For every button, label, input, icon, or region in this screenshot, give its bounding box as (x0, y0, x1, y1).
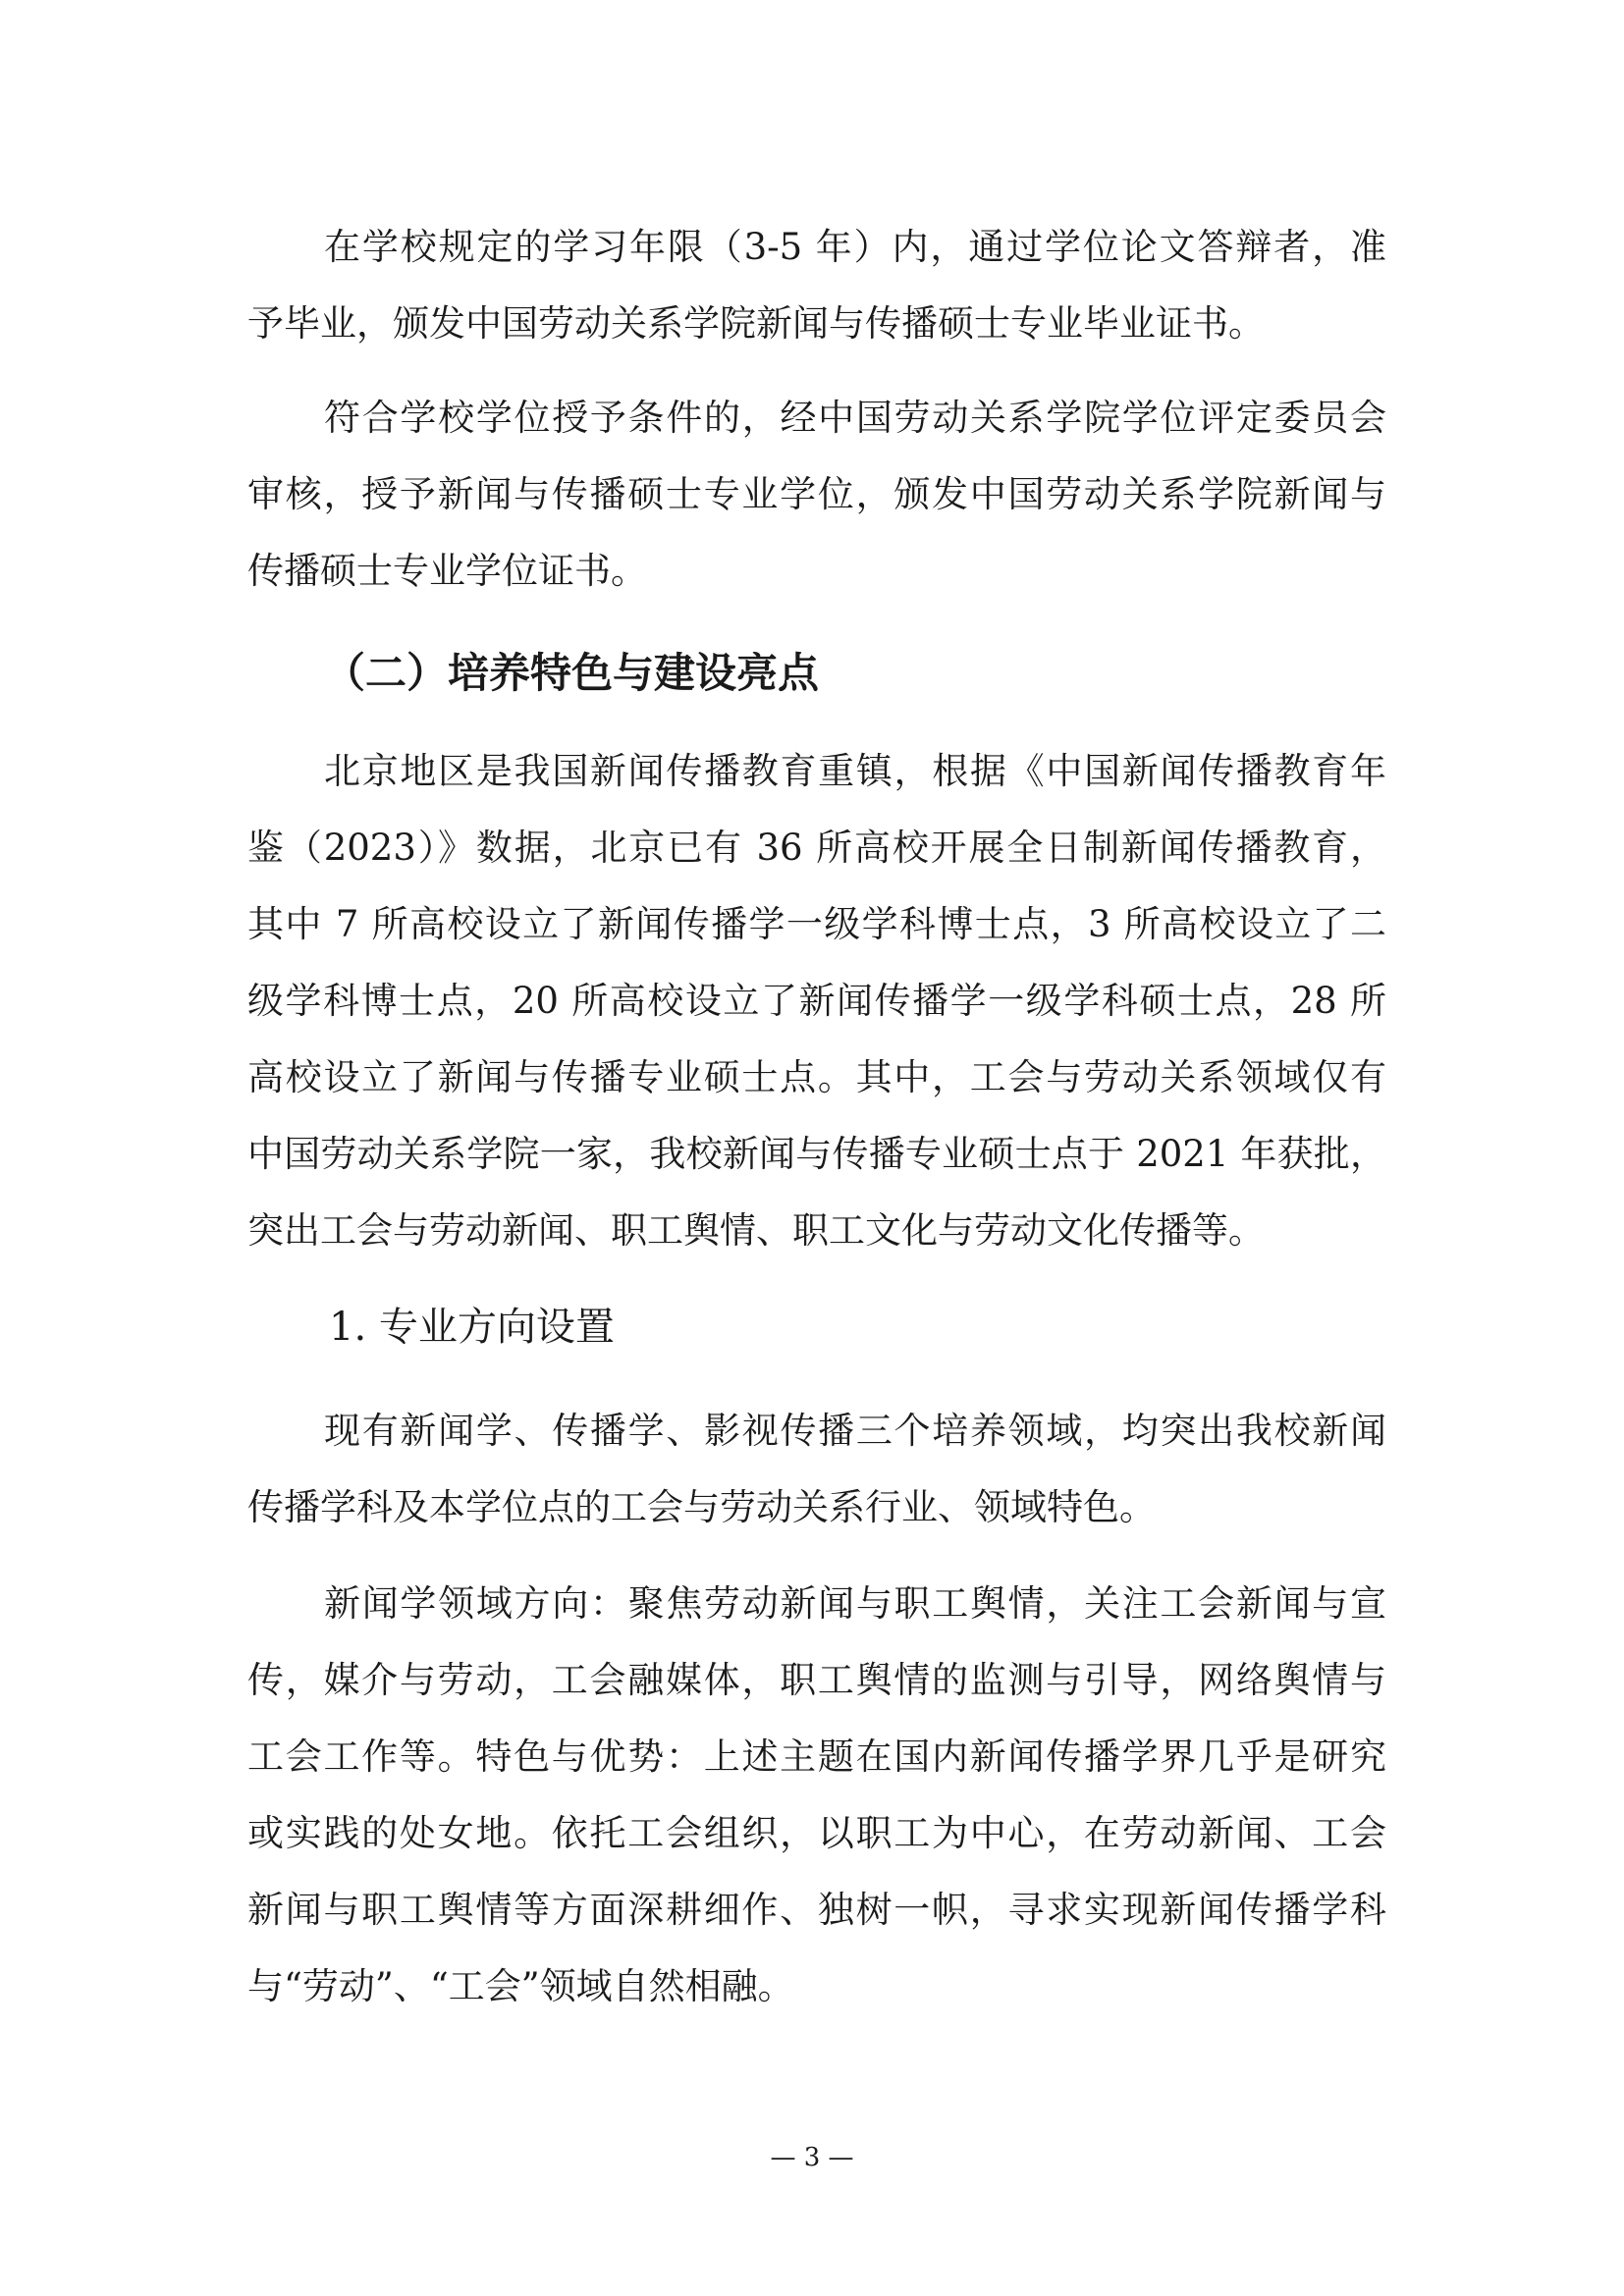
paragraph-4-line-2: 传播学科及本学位点的工会与劳动关系行业、领域特色。 (247, 1486, 1156, 1528)
paragraph-4-line-1: 现有新闻学、传播学、影视传播三个培养领域，均突出我校新闻 (324, 1410, 1386, 1452)
page-number: — 3 — (770, 2143, 854, 2172)
paragraph-2-line-2: 审核，授予新闻与传播硕士专业学位，颁发中国劳动关系学院新闻与 (247, 473, 1386, 515)
paragraph-5-line-1: 新闻学领域方向：聚焦劳动新闻与职工舆情，关注工会新闻与宣 (324, 1582, 1386, 1625)
paragraph-5-line-4: 或实践的处女地。依托工会组织，以职工为中心，在劳动新闻、工会 (247, 1812, 1386, 1854)
paragraph-3-line-3: 其中 7 所高校设立了新闻传播学一级学科博士点，3 所高校设立了二 (247, 903, 1386, 945)
paragraph-3-line-5: 高校设立了新闻与传播专业硕士点。其中，工会与劳动关系领域仅有 (247, 1056, 1386, 1098)
paragraph-5-line-3: 工会工作等。特色与优势：上述主题在国内新闻传播学界几乎是研究 (247, 1735, 1386, 1778)
paragraph-1-line-2: 予毕业，颁发中国劳动关系学院新闻与传播硕士专业毕业证书。 (247, 302, 1265, 345)
paragraph-3-line-7: 突出工会与劳动新闻、职工舆情、职工文化与劳动文化传播等。 (247, 1209, 1265, 1252)
paragraph-5-line-6: 与“劳动”、“工会”领域自然相融。 (247, 1965, 794, 2007)
paragraph-5-line-5: 新闻与职工舆情等方面深耕细作、独树一帜，寻求实现新闻传播学科 (247, 1889, 1386, 1931)
section-heading: （二）培养特色与建设亮点 (324, 649, 820, 697)
paragraph-1-line-1: 在学校规定的学习年限（3-5 年）内，通过学位论文答辩者，准 (324, 226, 1386, 268)
paragraph-5-line-2: 传，媒介与劳动，工会融媒体，职工舆情的监测与引导，网络舆情与 (247, 1659, 1386, 1701)
paragraph-3-line-2: 鉴（2023）》数据，北京已有 36 所高校开展全日制新闻传播教育， (247, 827, 1386, 869)
paragraph-3-line-1: 北京地区是我国新闻传播教育重镇，根据《中国新闻传播教育年 (324, 750, 1386, 792)
paragraph-3-line-4: 级学科博士点，20 所高校设立了新闻传播学一级学科硕士点，28 所 (247, 980, 1386, 1022)
paragraph-2-line-1: 符合学校学位授予条件的，经中国劳动关系学院学位评定委员会 (324, 397, 1386, 439)
subsection-heading: 1. 专业方向设置 (329, 1305, 615, 1350)
paragraph-3-line-6: 中国劳动关系学院一家，我校新闻与传播专业硕士点于 2021 年获批， (247, 1133, 1386, 1175)
paragraph-2-line-3: 传播硕士专业学位证书。 (247, 550, 647, 592)
